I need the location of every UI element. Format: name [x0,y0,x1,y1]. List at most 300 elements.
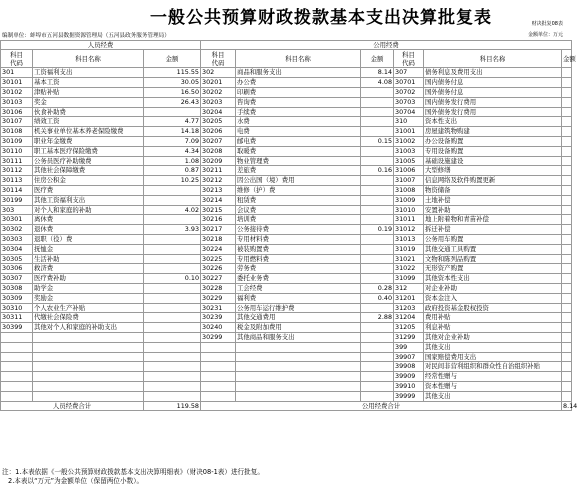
public-b-code-cell: 31201 [394,293,424,303]
personnel-code-cell: 30102 [1,88,33,98]
public-a-name-cell: 商品和服务支出 [236,68,361,78]
table-row [1,195,572,205]
public-b-amount-cell [562,283,572,293]
public-a-code-cell: 30211 [201,166,236,176]
public-a-code-cell: 30215 [201,205,236,215]
personnel-code-cell: 30111 [1,156,33,166]
public-b-name-cell: 其他资本性支出 [424,274,562,284]
public-a-amount-cell [361,205,394,215]
personnel-amount-cell: 0.87 [144,166,201,176]
public-b-code-cell: 31012 [394,225,424,235]
public-a-code-cell: 30209 [201,156,236,166]
expenditure-table [0,40,577,411]
personnel-name-cell: 津贴补贴 [33,88,144,98]
public-a-name-cell: 培训费 [236,215,361,225]
public-b-amount-cell [562,381,572,391]
public-b-name-cell: 资本性支出 [424,117,562,127]
public-b-amount-cell [562,264,572,274]
public-b-amount-cell [562,225,572,235]
col-header-code: 科目 代码 [1,50,33,68]
public-b-code-cell: 31299 [394,332,424,342]
personnel-code-cell [1,391,33,401]
personnel-amount-cell [144,107,201,117]
col-header-amount: 金额 [144,50,201,68]
personnel-amount-cell [144,264,201,274]
public-a-name-cell: 劳务费 [236,264,361,274]
table-row [1,352,572,362]
public-b-amount-cell [562,274,572,284]
personnel-name-cell: 奖金 [33,97,144,107]
public-a-name-cell: 印刷费 [236,88,361,98]
personnel-amount-cell [144,342,201,352]
public-a-amount-cell: 0.28 [361,283,394,293]
public-a-amount-cell: 0.16 [361,166,394,176]
table-row [1,303,572,313]
personnel-name-cell: 奖励金 [33,293,144,303]
table-body [1,41,577,411]
public-b-name-cell: 大型修缮 [424,166,562,176]
amount-unit-note: 金额单位：万元 [527,32,563,38]
personnel-code-cell: 30399 [1,323,33,333]
public-a-name-cell: 取暖费 [236,146,361,156]
public-a-code-cell [201,391,236,401]
personnel-total-value: 119.58 [144,401,201,411]
public-b-name-cell: 资本性赠与 [424,381,562,391]
personnel-code-cell: 30112 [1,166,33,176]
public-b-code-cell: 39907 [394,352,424,362]
personnel-code-cell [1,352,33,362]
col-header-code: 科目 代码 [394,50,424,68]
personnel-amount-cell [144,283,201,293]
personnel-name-cell: 住房公积金 [33,176,144,186]
personnel-name-cell [33,381,144,391]
personnel-name-cell [33,332,144,342]
public-a-amount-cell: 0.19 [361,225,394,235]
public-a-code-cell: 30203 [201,97,236,107]
public-a-code-cell: 30208 [201,146,236,156]
personnel-amount-cell [144,234,201,244]
public-a-code-cell [201,372,236,382]
personnel-name-cell [33,352,144,362]
personnel-amount-cell [144,195,201,205]
public-a-code-cell: 30240 [201,323,236,333]
public-a-name-cell [236,372,361,382]
public-b-code-cell: 31010 [394,205,424,215]
personnel-name-cell: 其他社会保障缴费 [33,166,144,176]
personnel-amount-cell: 0.10 [144,274,201,284]
public-b-amount-cell [562,166,572,176]
public-b-name-cell: 国外债务付息 [424,88,562,98]
public-b-name-cell: 经常性赠与 [424,372,562,382]
public-a-amount-cell [361,323,394,333]
public-a-code-cell: 30239 [201,313,236,323]
public-a-amount-cell [361,342,394,352]
public-b-amount-cell [562,215,572,225]
col-header-code: 科目 代码 [201,50,236,68]
public-a-name-cell: 专用燃料费 [236,254,361,264]
column-header-row [1,50,572,68]
personnel-code-cell: 30103 [1,97,33,107]
public-a-code-cell [201,352,236,362]
col-header-amount: 金额 [361,50,394,68]
public-a-name-cell [236,352,361,362]
personnel-code-cell: 30110 [1,146,33,156]
personnel-code-cell: 30302 [1,225,33,235]
table-row [1,88,572,98]
public-a-code-cell: 30204 [201,107,236,117]
table-row [1,372,572,382]
public-a-name-cell: 因公出国（境）费用 [236,176,361,186]
personnel-code-cell: 30101 [1,78,33,88]
public-b-code-cell: 31011 [394,215,424,225]
personnel-name-cell [33,372,144,382]
public-a-name-cell: 咨询费 [236,97,361,107]
personnel-code-cell: 30304 [1,244,33,254]
public-b-amount-cell [562,313,572,323]
public-a-code-cell [201,342,236,352]
public-a-amount-cell [361,107,394,117]
public-a-code-cell: 30214 [201,195,236,205]
table-row [1,156,572,166]
public-b-name-cell: 其他支出 [424,391,562,401]
personnel-name-cell: 公务员医疗补助缴费 [33,156,144,166]
personnel-code-cell [1,372,33,382]
public-b-name-cell: 无形资产购置 [424,264,562,274]
public-a-amount-cell: 0.15 [361,136,394,146]
public-a-name-cell: 公务接待费 [236,225,361,235]
public-a-amount-cell [361,185,394,195]
public-a-code-cell: 30228 [201,283,236,293]
public-a-name-cell: 公务用车运行维护费 [236,303,361,313]
public-a-code-cell: 30226 [201,264,236,274]
table-row [1,205,572,215]
public-a-name-cell: 专用材料费 [236,234,361,244]
public-a-code-cell: 302 [201,68,236,78]
personnel-amount-cell: 1.08 [144,156,201,166]
personnel-total-label: 人员经费合计 [1,401,144,411]
table-row [1,176,572,186]
public-b-code-cell: 312 [394,283,424,293]
public-b-code-cell: 30704 [394,107,424,117]
public-b-name-cell: 对企业补助 [424,283,562,293]
table-row [1,166,572,176]
personnel-code-cell: 30306 [1,264,33,274]
public-a-amount-cell: 2.88 [361,313,394,323]
public-b-code-cell: 39909 [394,372,424,382]
public-b-code-cell: 31007 [394,176,424,186]
public-b-name-cell: 信息网络及软件购置更新 [424,176,562,186]
public-b-name-cell: 费用补贴 [424,313,562,323]
public-a-name-cell [236,381,361,391]
public-b-name-cell: 地上附着物和青苗补偿 [424,215,562,225]
personnel-code-cell: 30309 [1,293,33,303]
public-b-code-cell: 31001 [394,127,424,137]
public-b-amount-cell [562,156,572,166]
personnel-code-cell: 30199 [1,195,33,205]
public-a-amount-cell [361,303,394,313]
public-b-name-cell: 对民间非营利组织和群众性自治组织补贴 [424,362,562,372]
public-b-code-cell: 31009 [394,195,424,205]
public-a-amount-cell: 4.08 [361,78,394,88]
totals-row [1,401,572,411]
public-a-code-cell: 30213 [201,185,236,195]
public-a-amount-cell [361,117,394,127]
public-b-name-cell: 国内债务付息 [424,78,562,88]
public-b-code-cell: 31019 [394,244,424,254]
table-row [1,234,572,244]
public-a-name-cell: 福利费 [236,293,361,303]
table-row [1,97,572,107]
public-b-code-cell: 31099 [394,274,424,284]
personnel-code-cell: 30311 [1,313,33,323]
table-row [1,146,572,156]
public-b-amount-cell [562,303,572,313]
public-b-amount-cell [562,391,572,401]
public-a-code-cell: 30229 [201,293,236,303]
col-header-name: 科目名称 [33,50,144,68]
table-row [1,185,572,195]
table-row [1,244,572,254]
public-b-name-cell: 资本金注入 [424,293,562,303]
public-b-amount-cell [562,97,572,107]
table-row [1,136,572,146]
personnel-amount-cell [144,372,201,382]
personnel-amount-cell [144,293,201,303]
table-row [1,332,572,342]
public-a-code-cell: 30207 [201,136,236,146]
personnel-amount-cell [144,332,201,342]
personnel-amount-cell: 26.43 [144,97,201,107]
public-a-code-cell: 30218 [201,234,236,244]
personnel-amount-cell [144,323,201,333]
table-row [1,264,572,274]
public-a-amount-cell [361,372,394,382]
personnel-amount-cell [144,381,201,391]
public-a-name-cell: 税金及附加费用 [236,323,361,333]
table-row [1,362,572,372]
public-b-code-cell: 31006 [394,166,424,176]
public-section-header: 公用经费 [201,41,572,50]
table-row [1,127,572,137]
public-b-code-cell: 31005 [394,156,424,166]
personnel-code-cell: 30308 [1,283,33,293]
public-b-amount-cell [562,323,572,333]
public-b-name-cell: 拆迁补偿 [424,225,562,235]
public-a-code-cell [201,362,236,372]
public-a-code-cell: 30231 [201,303,236,313]
public-b-name-cell: 安置补助 [424,205,562,215]
personnel-code-cell [1,332,33,342]
public-a-code-cell: 30216 [201,215,236,225]
personnel-code-cell: 30301 [1,215,33,225]
personnel-amount-cell: 10.25 [144,176,201,186]
personnel-name-cell: 抚恤金 [33,244,144,254]
personnel-code-cell: 303 [1,205,33,215]
personnel-name-cell [33,362,144,372]
public-b-name-cell: 物资储备 [424,185,562,195]
personnel-name-cell [33,342,144,352]
personnel-code-cell: 301 [1,68,33,78]
personnel-name-cell: 退职（役）费 [33,234,144,244]
public-a-amount-cell [361,332,394,342]
public-a-amount-cell [361,97,394,107]
public-b-name-cell: 其他对企业补助 [424,332,562,342]
public-a-name-cell: 邮电费 [236,136,361,146]
public-b-amount-cell [562,68,572,78]
personnel-amount-cell [144,352,201,362]
public-a-amount-cell [361,215,394,225]
personnel-name-cell: 职业年金缴费 [33,136,144,146]
personnel-name-cell: 医疗费 [33,185,144,195]
public-a-name-cell: 水费 [236,117,361,127]
public-a-amount-cell [361,244,394,254]
public-b-amount-cell [562,362,572,372]
personnel-name-cell: 生活补助 [33,254,144,264]
public-b-amount-cell [562,176,572,186]
personnel-amount-cell: 4.02 [144,205,201,215]
public-a-name-cell: 其他交通费用 [236,313,361,323]
public-a-amount-cell [361,156,394,166]
public-a-amount-cell: 8.14 [361,68,394,78]
public-b-amount-cell [562,117,572,127]
public-a-code-cell: 30217 [201,225,236,235]
public-b-name-cell: 办公设备购置 [424,136,562,146]
personnel-amount-cell [144,362,201,372]
public-a-name-cell: 委托业务费 [236,274,361,284]
section-header-row [1,41,572,50]
public-a-amount-cell [361,381,394,391]
personnel-name-cell: 基本工资 [33,78,144,88]
public-total-label: 公用经费合计 [201,401,562,411]
public-b-name-cell: 基础设施建设 [424,156,562,166]
public-b-code-cell: 399 [394,342,424,352]
public-a-name-cell: 其他商品和服务支出 [236,332,361,342]
personnel-amount-cell [144,254,201,264]
public-a-amount-cell [361,254,394,264]
public-b-name-cell: 其他交通工具购置 [424,244,562,254]
table-row [1,107,572,117]
personnel-name-cell: 助学金 [33,283,144,293]
public-a-amount-cell [361,88,394,98]
personnel-amount-cell: 4.34 [144,146,201,156]
personnel-name-cell: 救济费 [33,264,144,274]
table-row [1,293,572,303]
personnel-amount-cell [144,244,201,254]
personnel-name-cell: 绩效工资 [33,117,144,127]
public-b-amount-cell [562,342,572,352]
personnel-amount-cell: 30.05 [144,78,201,88]
personnel-amount-cell: 3.93 [144,225,201,235]
public-b-amount-cell [562,146,572,156]
public-b-name-cell: 政府投资基金股权投资 [424,303,562,313]
public-a-name-cell: 手续费 [236,107,361,117]
public-b-amount-cell [562,254,572,264]
public-a-name-cell: 租赁费 [236,195,361,205]
public-a-code-cell: 30299 [201,332,236,342]
public-b-amount-cell [562,244,572,254]
public-a-name-cell: 电费 [236,127,361,137]
table-row [1,117,572,127]
public-b-amount-cell [562,352,572,362]
public-a-name-cell: 工会经费 [236,283,361,293]
table-row [1,283,572,293]
col-header-name: 科目名称 [424,50,562,68]
public-a-code-cell: 30206 [201,127,236,137]
table-row [1,68,572,78]
personnel-code-cell: 30310 [1,303,33,313]
table-row [1,78,572,88]
public-b-code-cell: 31003 [394,146,424,156]
public-b-amount-cell [562,127,572,137]
public-b-name-cell: 房屋建筑物购建 [424,127,562,137]
public-a-code-cell: 30212 [201,176,236,186]
public-a-amount-cell [361,352,394,362]
col-header-amount: 金额 [562,50,572,68]
public-b-amount-cell [562,107,572,117]
footnote-2: 2.本表以“万元”为金额单位（保留两位小数）。 [8,477,144,485]
public-b-name-cell: 专用设备购置 [424,146,562,156]
personnel-name-cell: 医疗费补助 [33,274,144,284]
personnel-name-cell: 退休费 [33,225,144,235]
page-title: 一般公共预算财政拨款基本支出决算批复表 [150,8,492,28]
public-b-amount-cell [562,136,572,146]
public-b-amount-cell [562,205,572,215]
public-b-amount-cell [562,234,572,244]
table-row [1,254,572,264]
public-a-name-cell: 物业管理费 [236,156,361,166]
table-row [1,313,572,323]
personnel-code-cell: 30114 [1,185,33,195]
public-b-amount-cell [562,372,572,382]
public-a-name-cell [236,362,361,372]
personnel-name-cell [33,391,144,401]
table-row [1,342,572,352]
public-a-amount-cell [361,176,394,186]
public-b-code-cell: 31002 [394,136,424,146]
public-a-amount-cell [361,362,394,372]
public-b-amount-cell [562,78,572,88]
public-a-name-cell: 会议费 [236,205,361,215]
personnel-name-cell: 对个人和家庭的补助 [33,205,144,215]
table-row [1,391,572,401]
public-a-amount-cell [361,234,394,244]
personnel-section-header: 人员经费 [1,41,201,50]
public-b-code-cell: 30701 [394,78,424,88]
personnel-name-cell: 机关事业单位基本养老保险缴费 [33,127,144,137]
personnel-amount-cell [144,215,201,225]
table-row [1,381,572,391]
table-row [1,225,572,235]
personnel-name-cell: 工资福利支出 [33,68,144,78]
personnel-code-cell: 30109 [1,136,33,146]
public-b-code-cell: 310 [394,117,424,127]
public-b-code-cell: 31021 [394,254,424,264]
table-row [1,274,572,284]
public-a-amount-cell [361,195,394,205]
public-b-code-cell: 30702 [394,88,424,98]
public-a-code-cell: 30205 [201,117,236,127]
personnel-code-cell: 30108 [1,127,33,137]
public-b-code-cell: 31204 [394,313,424,323]
public-b-code-cell: 307 [394,68,424,78]
public-b-amount-cell [562,293,572,303]
public-b-amount-cell [562,185,572,195]
public-b-name-cell: 国内债务发行费用 [424,97,562,107]
public-a-name-cell: 被装购置费 [236,244,361,254]
public-total-value: 8.14 [563,401,577,410]
personnel-amount-cell: 14.18 [144,127,201,137]
public-a-code-cell [201,381,236,391]
